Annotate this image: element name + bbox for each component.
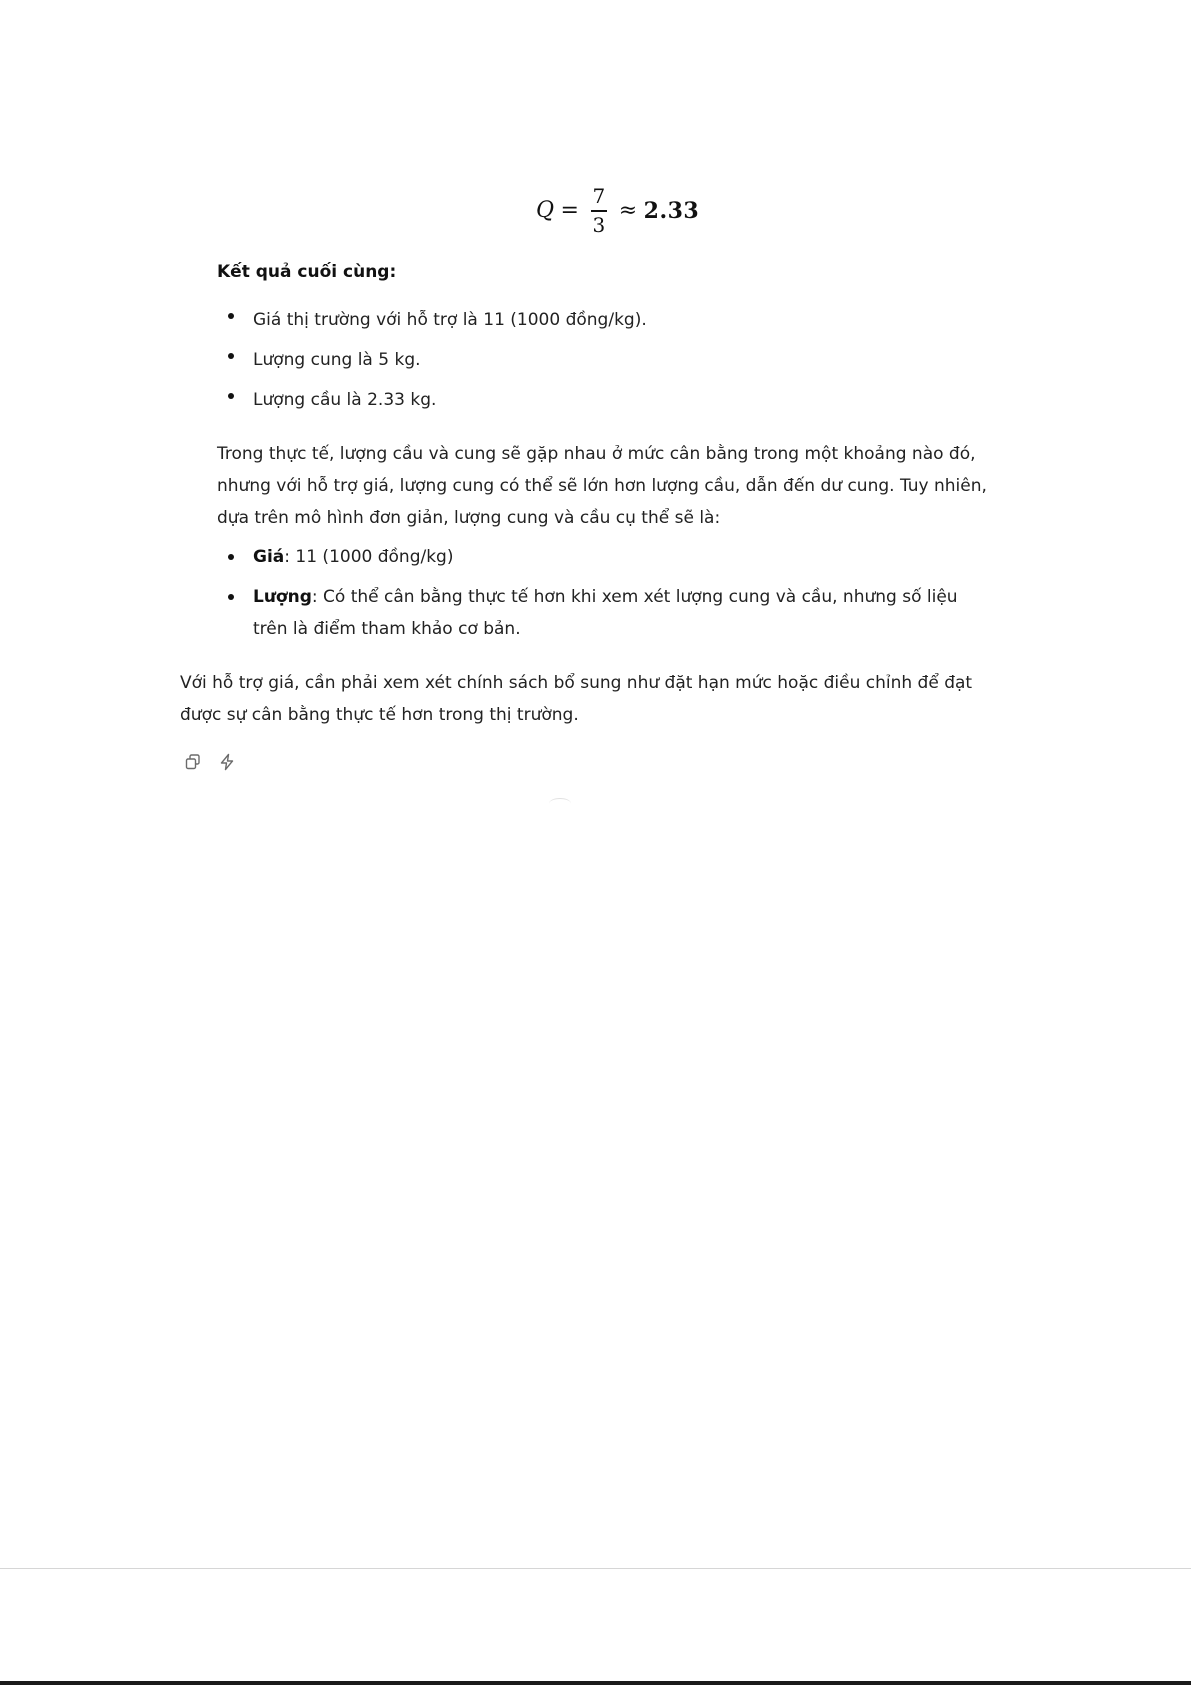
list-item: Giá thị trường với hỗ trợ là 11 (1000 đồng/kg). [217,300,977,340]
bottom-edge [0,1681,1191,1685]
fraction-denominator: 3 [592,212,606,237]
loading-indicator [549,798,571,809]
result-list [217,300,977,420]
list-item [217,581,977,645]
fraction-numerator: 7 [592,184,606,208]
list-item [217,541,977,573]
summary-label: Lượng [253,587,312,607]
result-heading: Kết quả cuối cùng: [217,262,397,282]
equation [536,186,699,236]
equation-value: 2.33 [643,197,700,224]
fraction [589,186,608,236]
explanation-paragraph: Trong thực tế, lượng cầu và cung sẽ gặp nhau ở mức cân bằng trong một khoảng nào đó, nhưng với hỗ trợ giá, lượng cung có thể sẽ lớn hơn lượng cầu, dẫn đến dư cung. Tuy nhiên, dựa trên mô hình đơn giản, lượng cung và cầu cụ thể sẽ là: [217,444,987,528]
divider [0,1568,1191,1569]
fraction-bar [591,210,607,212]
conclusion-paragraph: Với hỗ trợ giá, cần phải xem xét chính sách bổ sung như đặt hạn mức hoặc điều chỉnh để đạt được sự cân bằng thực tế hơn trong thị trường. [180,673,973,725]
approx-sign: ≈ [618,198,638,224]
copy-icon [184,753,202,771]
message-actions [182,751,238,773]
regenerate-button[interactable] [216,751,238,773]
lightning-icon [218,753,236,771]
equals-sign: = [560,198,580,224]
summary-label: Giá [253,547,285,567]
summary-text: : 11 (1000 đồng/kg) [284,547,454,567]
list-item: Lượng cung là 5 kg. [217,340,977,380]
equation-variable: Q [536,198,555,224]
summary-list [217,541,977,653]
copy-button[interactable] [182,751,204,773]
summary-text: : Có thể cân bằng thực tế hơn khi xem xét lượng cung và cầu, nhưng số liệu trên là điểm tham khảo cơ bản. [253,587,958,639]
list-item: Lượng cầu là 2.33 kg. [217,380,977,420]
